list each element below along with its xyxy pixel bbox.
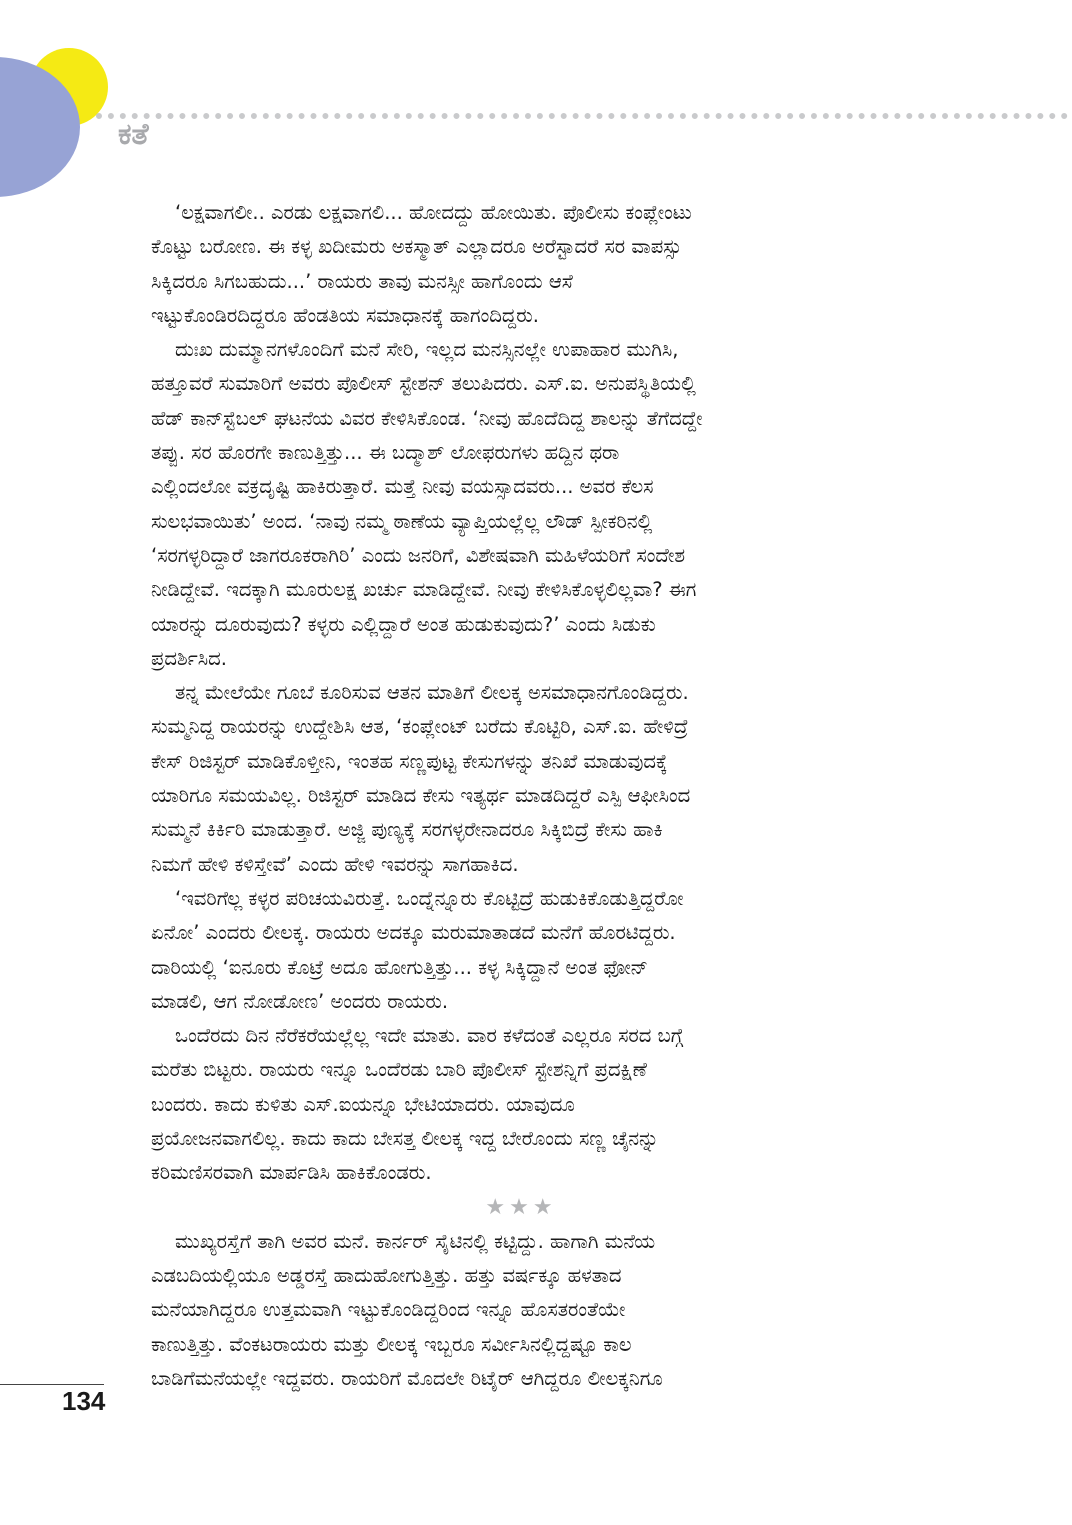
text-line: ‘ಇವರಿಗೆಲ್ಲ ಕಳ್ಳರ ಪರಿಚಯವಿರುತ್ತೆ. ಒಂದ್ನೆನ್ನೂರು ಕೊಟ್ಟಿದ್ರೆ ಹುಡುಕಿಕೊಡುತ್ತಿದ್ದರೋ: [175, 886, 684, 910]
paragraph-1: [151, 196, 911, 333]
paragraph-3: [151, 676, 911, 882]
text-line: ಸಿಕ್ಕಿದರೂ ಸಿಗಬಹುದು...’ ರಾಯರು ತಾವು ಮನಸ್ಸೀ ಹಾಗೊಂದು ಆಸೆ: [151, 269, 573, 293]
text-line: ಏನೋ’ ಎಂದರು ಲೀಲಕ್ಕ. ರಾಯರು ಅದಕ್ಕೂ ಮರುಮಾತಾಡದೆ ಮನೆಗೆ ಹೊರಟಿದ್ದರು.: [151, 921, 676, 945]
text-line: ಸುಮ್ಮನೆ ಕಿರ್ಕಿರಿ ಮಾಡುತ್ತಾರೆ. ಅಜ್ಜಿ ಪುಣ್ಯಕ್ಕೆ ಸರಗಳ್ಳರೇನಾದರೂ ಸಿಕ್ಕಿಬಿದ್ರೆ ಕೇಸು ಹಾಕಿ: [151, 818, 663, 842]
story-text: [151, 196, 911, 1396]
section-label: ಕತೆ: [118, 117, 149, 152]
paragraph-4: [151, 882, 911, 1019]
text-line: ಪ್ರಯೋಜನವಾಗಲಿಲ್ಲ. ಕಾದು ಕಾದು ಬೇಸತ್ತ ಲೀಲಕ್ಕ ಇದ್ದ ಬೇರೊಂದು ಸಣ್ಣ ಚೈನನ್ನು: [151, 1127, 659, 1151]
text-line: ತನ್ನ ಮೇಲೆಯೇ ಗೂಬೆ ಕೂರಿಸುವ ಆತನ ಮಾತಿಗೆ ಲೀಲಕ್ಕ ಅಸಮಾಧಾನಗೊಂಡಿದ್ದರು.: [175, 681, 689, 705]
text-line: ಎಡಬದಿಯಲ್ಲಿಯೂ ಅಡ್ಡರಸ್ತೆ ಹಾದುಹೋಗುತ್ತಿತ್ತು. ಹತ್ತು ವರ್ಷಕ್ಕೂ ಹಳತಾದ: [151, 1263, 622, 1287]
text-line: ನೀಡಿದ್ದೇವೆ. ಇದಕ್ಕಾಗಿ ಮೂರುಲಕ್ಷ ಖರ್ಚು ಮಾಡಿದ್ದೇವೆ. ನೀವು ಕೇಳಿಸಿಕೊಳ್ಳಲಿಲ್ಲವಾ? ಈಗ: [151, 578, 697, 602]
text-line: ಒಂದೆರದು ದಿನ ನೆರೆಕರೆಯಲ್ಲೆಲ್ಲ ಇದೇ ಮಾತು. ವಾರ ಕಳೆದಂತೆ ಎಲ್ಲರೂ ಸರದ ಬಗ್ಗೆ: [175, 1024, 684, 1048]
paragraph-6: [151, 1225, 911, 1396]
text-line: ಮನೆಯಾಗಿದ್ದರೂ ಉತ್ತಮವಾಗಿ ಇಟ್ಟುಕೊಂಡಿದ್ದರಿಂದ ಇನ್ನೂ ಹೊಸತರಂತೆಯೇ: [151, 1298, 626, 1322]
text-line: ಕೇಸ್ ರಿಜಿಸ್ಟರ್ ಮಾಡಿಕೊಳ್ತೀನಿ, ಇಂತಹ ಸಣ್ಣಪುಟ್ಟ ಕೇಸುಗಳನ್ನು ತನಿಖೆ ಮಾಡುವುದಕ್ಕೆ: [151, 749, 668, 773]
text-line: ಕರಿಮಣಿಸರವಾಗಿ ಮಾರ್ಪಡಿಸಿ ಹಾಕಿಕೊಂಡರು.: [151, 1161, 432, 1185]
text-line: ಕಾಣುತ್ತಿತ್ತು. ವೆಂಕಟರಾಯರು ಮತ್ತು ಲೀಲಕ್ಕ ಇಬ್ಬರೂ ಸರ್ವೀಸಿನಲ್ಲಿದ್ದಷ್ಟೂ ಕಾಲ: [151, 1332, 632, 1356]
text-line: ಮಾಡಲಿ, ಆಗ ನೋಡೋಣ’ ಅಂದರು ರಾಯರು.: [151, 989, 449, 1013]
text-line: ಕೊಟ್ಟು ಬರೋಣ. ಈ ಕಳ್ಳ ಖದೀಮರು ಅಕಸ್ಮಾತ್ ಎಲ್ಲಾದರೂ ಅರೆಸ್ಟಾದರೆ ಸರ ವಾಪಸ್ಸು: [151, 235, 682, 259]
text-line: ಸುಲಭವಾಯಿತು’ ಅಂದ. ‘ನಾವು ನಮ್ಮ ಠಾಣೆಯ ವ್ಯಾಪ್ತಿಯಲ್ಲೆಲ್ಲ ಲೌಡ್ ಸ್ಪೀಕರಿನಲ್ಲಿ: [151, 509, 653, 533]
text-line: ಎಲ್ಲಿಂದಲೋ ವಕ್ರದೃಷ್ಟಿ ಹಾಕಿರುತ್ತಾರೆ. ಮತ್ತೆ ನೀವು ವಯಸ್ಸಾದವರು... ಅವರ ಕೆಲಸ: [151, 475, 654, 499]
text-line: ಪ್ರದರ್ಶಿಸಿದ.: [151, 646, 227, 670]
header-dotted-rule: [96, 113, 1068, 119]
text-line: ಸುಮ್ಮನಿದ್ದ ರಾಯರನ್ನು ಉದ್ದೇಶಿಸಿ ಆತ, ‘ಕಂಪ್ಲೇಂಟ್ ಬರೆದು ಕೊಟ್ಟಿರಿ, ಎಸ್.ಐ. ಹೇಳಿದ್ರೆ: [151, 715, 689, 739]
section-separator-stars: ★★★: [485, 1194, 557, 1220]
paragraph-5: [151, 1019, 911, 1190]
footer-rule: [0, 1384, 104, 1385]
text-line: ಹತ್ತೂವರೆ ಸುಮಾರಿಗೆ ಅವರು ಪೊಲೀಸ್ ಸ್ಟೇಶನ್ ತಲುಪಿದರು. ಎಸ್.ಐ. ಅನುಪಸ್ಥಿತಿಯಲ್ಲಿ: [151, 372, 696, 396]
text-line: ಹೆಡ್ ಕಾನ್‌ಸ್ಟೆಬಲ್ ಘಟನೆಯ ವಿವರ ಕೇಳಿಸಿಕೊಂಡ. ‘ನೀವು ಹೊದೆದಿದ್ದ ಶಾಲನ್ನು ತೆಗೆದದ್ದೇ: [151, 406, 703, 430]
text-line: ಮರೆತು ಬಿಟ್ಟರು. ರಾಯರು ಇನ್ನೂ ಒಂದೆರಡು ಬಾರಿ ಪೊಲೀಸ್ ಸ್ಟೇಶನ್ನಿಗೆ ಪ್ರದಕ್ಷಿಣೆ: [151, 1058, 647, 1082]
text-line: ಯಾರನ್ನು ದೂರುವುದು? ಕಳ್ಳರು ಎಲ್ಲಿದ್ದಾರೆ ಅಂತ ಹುಡುಕುವುದು?’ ಎಂದು ಸಿಡುಕು: [151, 612, 656, 636]
text-line: ಬಾಡಿಗೆಮನೆಯಲ್ಲೇ ಇದ್ದವರು. ರಾಯರಿಗೆ ಮೊದಲೇ ರಿಟೈರ್ ಆಗಿದ್ದರೂ ಲೀಲಕ್ಕನಿಗೂ: [151, 1366, 663, 1390]
text-line: ಇಟ್ಟುಕೊಂಡಿರದಿದ್ದರೂ ಹೆಂಡತಿಯ ಸಮಾಧಾನಕ್ಕೆ ಹಾಗಂದಿದ್ದರು.: [151, 303, 539, 327]
text-line: ನಿಮಗೆ ಹೇಳಿ ಕಳಿಸ್ತೇವೆ’ ಎಂದು ಹೇಳಿ ಇವರನ್ನು ಸಾಗಹಾಕಿದ.: [151, 852, 519, 876]
text-line: ಮುಖ್ಯರಸ್ತೆಗೆ ತಾಗಿ ಅವರ ಮನೆ. ಕಾರ್ನರ್ ಸೈಟಿನಲ್ಲಿ ಕಟ್ಟಿದ್ದು. ಹಾಗಾಗಿ ಮನೆಯ: [175, 1229, 656, 1253]
paragraph-2: [151, 333, 911, 676]
text-line: ತಪ್ಪು. ಸರ ಹೊರಗೇ ಕಾಣುತ್ತಿತ್ತು... ಈ ಬದ್ಮಾಶ್ ಲೋಫರುಗಳು ಹದ್ದಿನ ಥರಾ: [151, 441, 620, 465]
text-line: ಬಂದರು. ಕಾದು ಕುಳಿತು ಎಸ್.ಐಯನ್ನೂ ಭೇಟಿಯಾದರು. ಯಾವುದೂ: [151, 1092, 575, 1116]
text-line: ‘ಸರಗಳ್ಳರಿದ್ದಾರೆ ಜಾಗರೂಕರಾಗಿರಿ’ ಎಂದು ಜನರಿಗೆ, ವಿಶೇಷವಾಗಿ ಮಹಿಳೆಯರಿಗೆ ಸಂದೇಶ: [151, 543, 686, 567]
page-number: 134: [62, 1386, 106, 1416]
text-line: ‘ಲಕ್ಷವಾಗಲೀ.. ಎರಡು ಲಕ್ಷವಾಗಲಿ... ಹೋದದ್ದು ಹೋಯಿತು. ಪೊಲೀಸು ಕಂಪ್ಲೇಂಟು: [175, 201, 692, 224]
text-line: ದಾರಿಯಲ್ಲಿ ‘ಐನೂರು ಕೊಟ್ರೆ ಅದೂ ಹೋಗುತ್ತಿತ್ತು... ಕಳ್ಳ ಸಿಕ್ಕಿದ್ದಾನೆ ಅಂತ ಫೋನ್: [151, 955, 648, 979]
text-line: ಯಾರಿಗೂ ಸಮಯವಿಲ್ಲ. ರಿಜಿಸ್ಟರ್ ಮಾಡಿದ ಕೇಸು ಇತ್ಯರ್ಥ ಮಾಡದಿದ್ದರೆ ಎಸ್ಪಿ ಆಫೀಸಿಂದ: [151, 784, 691, 808]
text-line: ದುಃಖ ದುಮ್ಮಾನಗಳೊಂದಿಗೆ ಮನೆ ಸೇರಿ, ಇಲ್ಲದ ಮನಸ್ಸಿನಲ್ಲೇ ಉಪಾಹಾರ ಮುಗಿಸಿ,: [175, 338, 679, 362]
